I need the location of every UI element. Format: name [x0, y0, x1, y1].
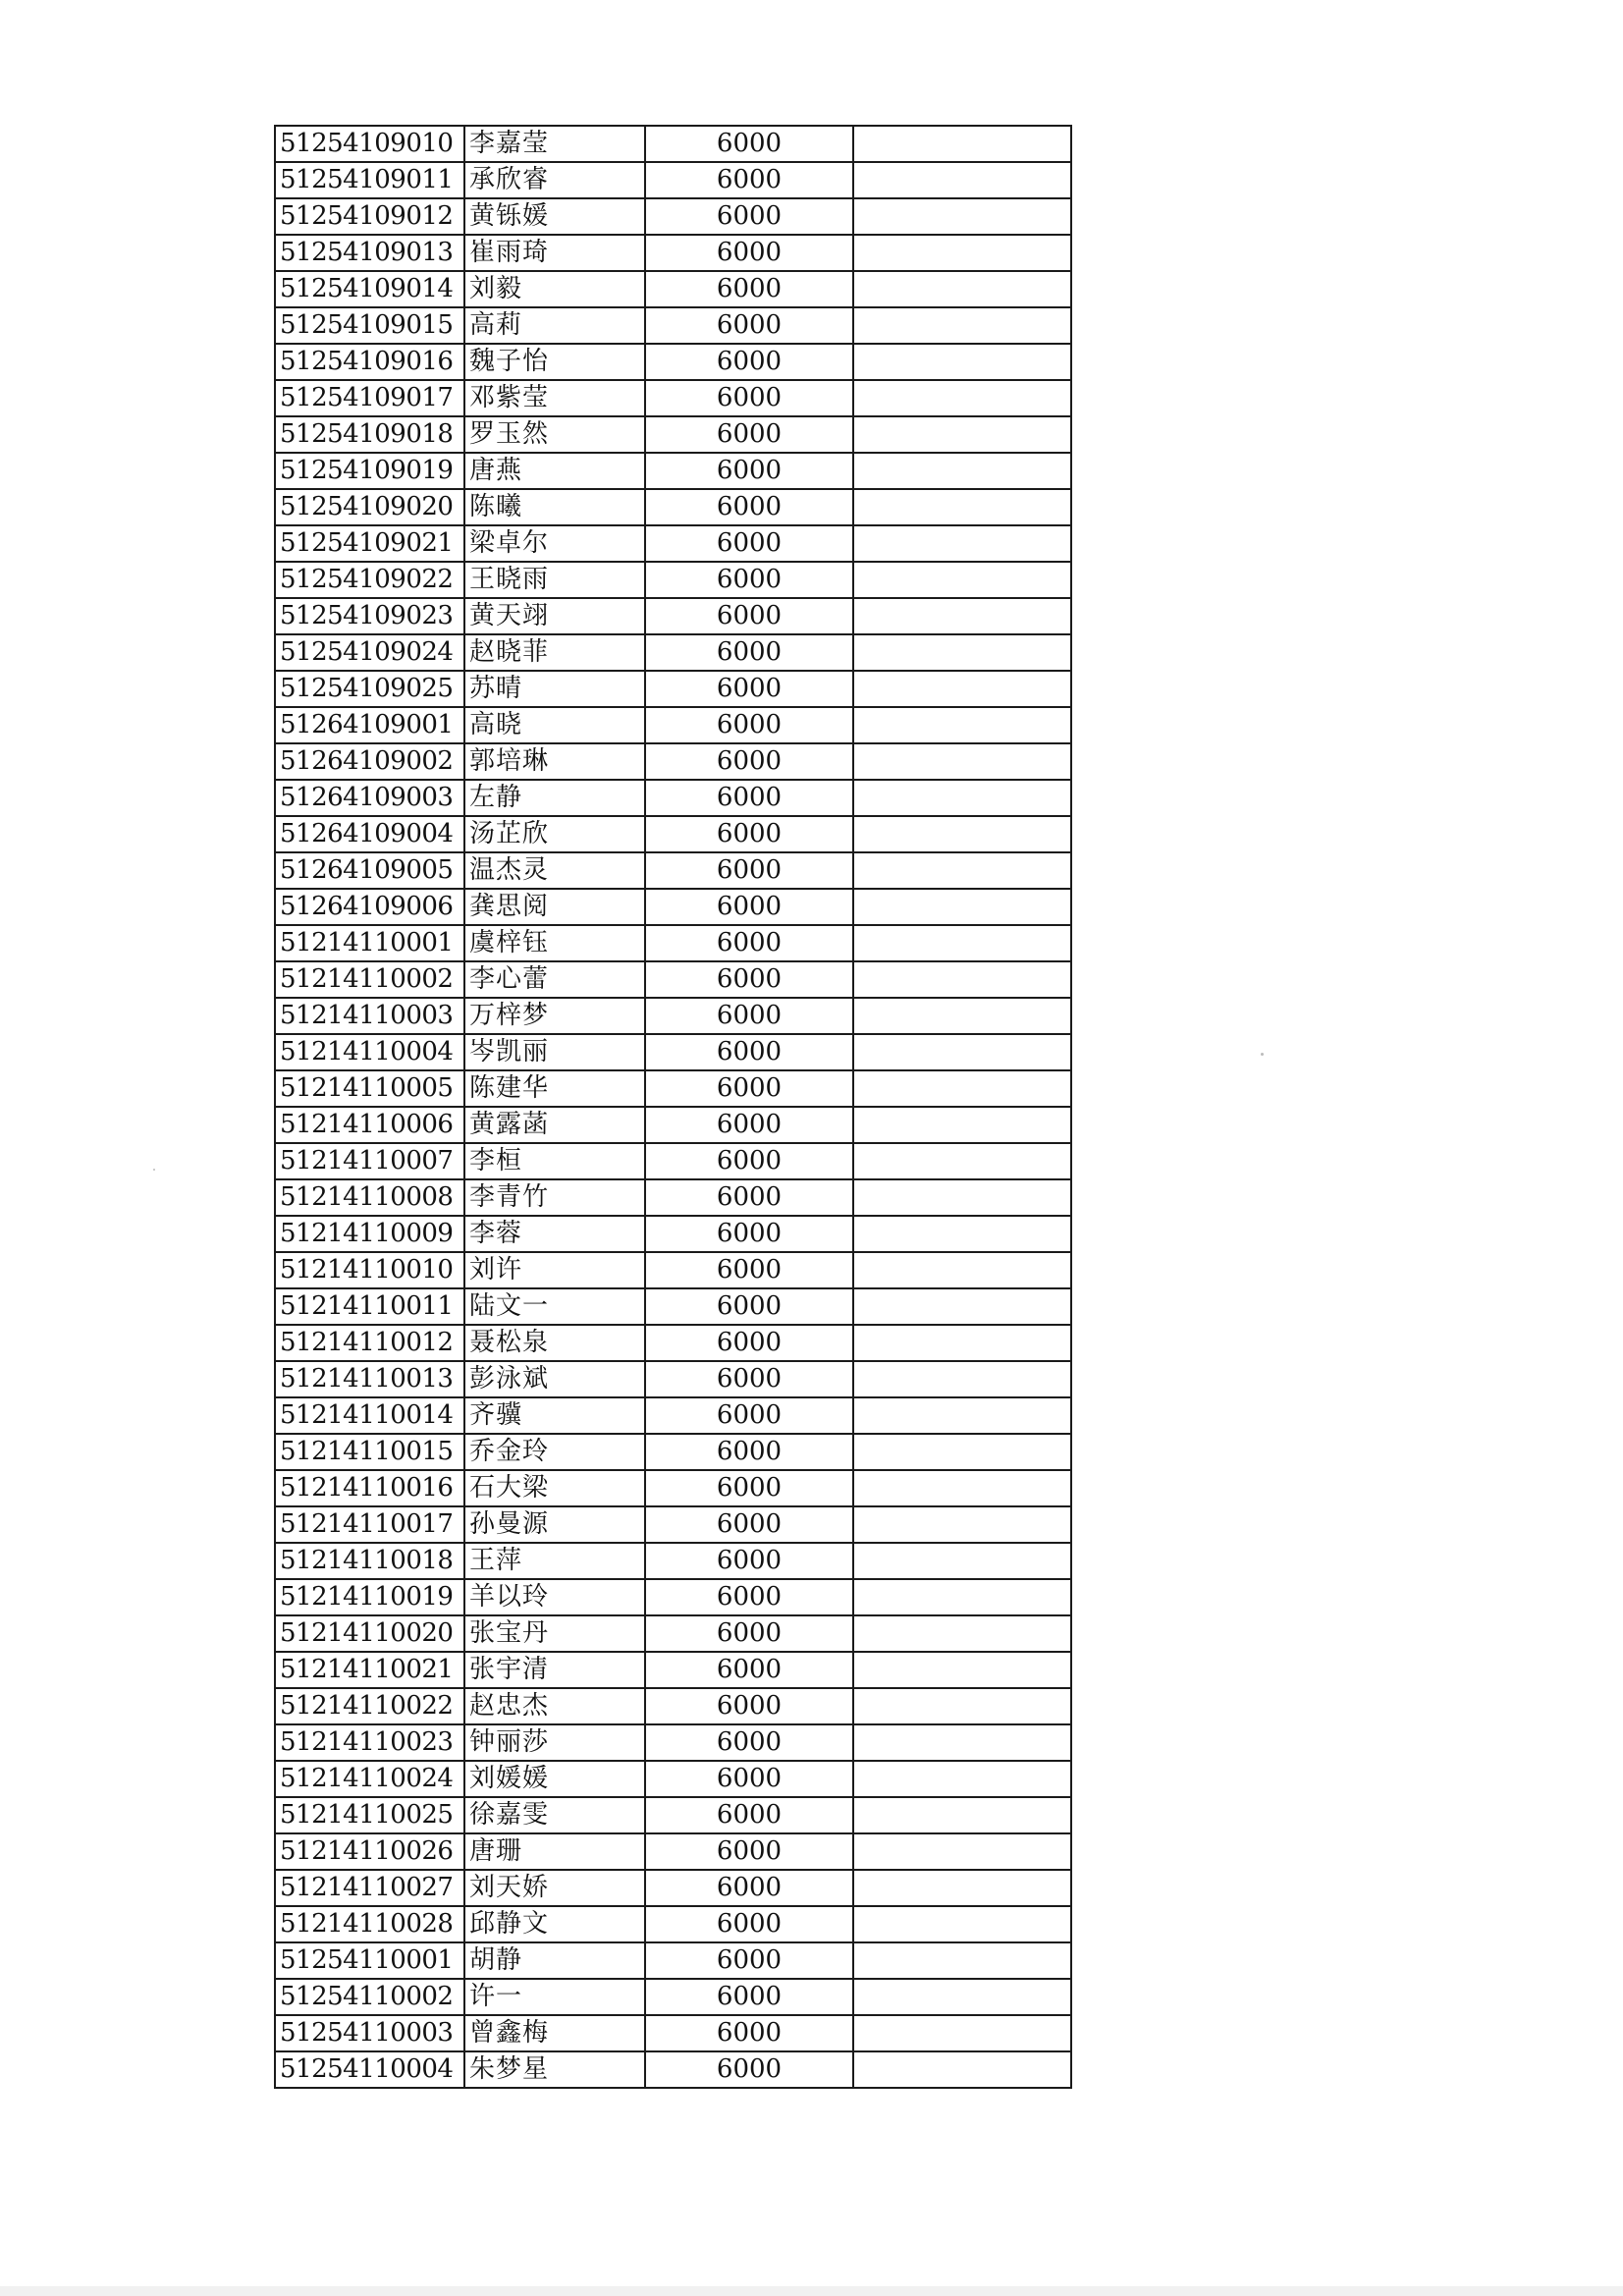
student-id-cell: 51264109006 — [275, 889, 464, 925]
student-name-cell: 龚思阅 — [464, 889, 645, 925]
amount-cell: 6000 — [645, 562, 853, 598]
student-name-cell: 陈建华 — [464, 1070, 645, 1107]
student-name-cell: 左静 — [464, 780, 645, 816]
table-row — [275, 1034, 1071, 1070]
amount-cell: 6000 — [645, 671, 853, 707]
amount-cell: 6000 — [645, 1797, 853, 1833]
amount-cell: 6000 — [645, 816, 853, 852]
student-id-cell: 51214110015 — [275, 1434, 464, 1470]
table-row — [275, 998, 1071, 1034]
note-cell — [853, 1107, 1071, 1143]
table-row — [275, 925, 1071, 961]
roster-table-body — [275, 126, 1071, 2088]
note-cell — [853, 1034, 1071, 1070]
amount-cell: 6000 — [645, 1579, 853, 1615]
amount-cell: 6000 — [645, 1724, 853, 1761]
student-name-cell: 魏子怡 — [464, 344, 645, 380]
table-row — [275, 1833, 1071, 1870]
table-row — [275, 1797, 1071, 1833]
table-row — [275, 1252, 1071, 1288]
note-cell — [853, 998, 1071, 1034]
amount-cell: 6000 — [645, 380, 853, 416]
student-name-cell: 赵忠杰 — [464, 1688, 645, 1724]
note-cell — [853, 598, 1071, 634]
student-name-cell: 罗玉然 — [464, 416, 645, 453]
student-id-cell: 51214110022 — [275, 1688, 464, 1724]
student-name-cell: 承欣睿 — [464, 162, 645, 198]
student-name-cell: 王晓雨 — [464, 562, 645, 598]
student-id-cell: 51214110020 — [275, 1615, 464, 1652]
student-name-cell: 李嘉莹 — [464, 126, 645, 162]
note-cell — [853, 2015, 1071, 2051]
student-id-cell: 51214110002 — [275, 961, 464, 998]
student-name-cell: 虞梓钰 — [464, 925, 645, 961]
table-row — [275, 525, 1071, 562]
table-row — [275, 380, 1071, 416]
student-name-cell: 邱静文 — [464, 1906, 645, 1942]
student-id-cell: 51214110011 — [275, 1288, 464, 1325]
student-id-cell: 51254109023 — [275, 598, 464, 634]
note-cell — [853, 1252, 1071, 1288]
student-id-cell: 51264109003 — [275, 780, 464, 816]
student-id-cell: 51264109001 — [275, 707, 464, 743]
student-id-cell: 51214110007 — [275, 1143, 464, 1179]
table-row — [275, 1906, 1071, 1942]
table-row — [275, 2015, 1071, 2051]
amount-cell: 6000 — [645, 743, 853, 780]
table-row — [275, 307, 1071, 344]
amount-cell: 6000 — [645, 1070, 853, 1107]
table-row — [275, 1652, 1071, 1688]
student-id-cell: 51214110001 — [275, 925, 464, 961]
student-id-cell: 51214110014 — [275, 1397, 464, 1434]
student-name-cell: 孙曼源 — [464, 1506, 645, 1543]
table-row — [275, 1470, 1071, 1506]
note-cell — [853, 743, 1071, 780]
scholarship-roster-table — [274, 125, 1072, 2089]
student-id-cell: 51214110017 — [275, 1506, 464, 1543]
student-id-cell: 51254109017 — [275, 380, 464, 416]
note-cell — [853, 1543, 1071, 1579]
amount-cell: 6000 — [645, 1470, 853, 1506]
table-row — [275, 2051, 1071, 2088]
table-row — [275, 1107, 1071, 1143]
table-row — [275, 1434, 1071, 1470]
student-id-cell: 51254109010 — [275, 126, 464, 162]
note-cell — [853, 1143, 1071, 1179]
table-row — [275, 1688, 1071, 1724]
student-id-cell: 51254109025 — [275, 671, 464, 707]
scan-bottom-edge — [0, 2286, 1623, 2296]
table-row — [275, 1761, 1071, 1797]
note-cell — [853, 1288, 1071, 1325]
student-id-cell: 51254109015 — [275, 307, 464, 344]
amount-cell: 6000 — [645, 489, 853, 525]
note-cell — [853, 271, 1071, 307]
table-row — [275, 235, 1071, 271]
note-cell — [853, 1470, 1071, 1506]
student-id-cell: 51214110024 — [275, 1761, 464, 1797]
student-name-cell: 石大梁 — [464, 1470, 645, 1506]
amount-cell: 6000 — [645, 852, 853, 889]
student-name-cell: 唐珊 — [464, 1833, 645, 1870]
note-cell — [853, 1724, 1071, 1761]
student-name-cell: 岑凯丽 — [464, 1034, 645, 1070]
table-row — [275, 1579, 1071, 1615]
amount-cell: 6000 — [645, 271, 853, 307]
student-id-cell: 51214110019 — [275, 1579, 464, 1615]
note-cell — [853, 1652, 1071, 1688]
student-name-cell: 高晓 — [464, 707, 645, 743]
student-name-cell: 刘许 — [464, 1252, 645, 1288]
student-name-cell: 陈曦 — [464, 489, 645, 525]
note-cell — [853, 852, 1071, 889]
note-cell — [853, 961, 1071, 998]
note-cell — [853, 562, 1071, 598]
student-id-cell: 51214110021 — [275, 1652, 464, 1688]
amount-cell: 6000 — [645, 1325, 853, 1361]
table-row — [275, 707, 1071, 743]
student-name-cell: 胡静 — [464, 1942, 645, 1979]
amount-cell: 6000 — [645, 634, 853, 671]
student-id-cell: 51214110009 — [275, 1216, 464, 1252]
note-cell — [853, 1906, 1071, 1942]
student-name-cell: 彭泳斌 — [464, 1361, 645, 1397]
amount-cell: 6000 — [645, 1652, 853, 1688]
table-row — [275, 780, 1071, 816]
student-id-cell: 51214110028 — [275, 1906, 464, 1942]
student-id-cell: 51264109004 — [275, 816, 464, 852]
student-id-cell: 51254109014 — [275, 271, 464, 307]
table-row — [275, 961, 1071, 998]
table-row — [275, 489, 1071, 525]
student-name-cell: 唐燕 — [464, 453, 645, 489]
student-name-cell: 黄天翊 — [464, 598, 645, 634]
student-name-cell: 邓紫莹 — [464, 380, 645, 416]
table-row — [275, 126, 1071, 162]
amount-cell: 6000 — [645, 780, 853, 816]
student-name-cell: 汤芷欣 — [464, 816, 645, 852]
note-cell — [853, 2051, 1071, 2088]
note-cell — [853, 707, 1071, 743]
note-cell — [853, 780, 1071, 816]
student-id-cell: 51214110004 — [275, 1034, 464, 1070]
note-cell — [853, 925, 1071, 961]
student-name-cell: 张宇清 — [464, 1652, 645, 1688]
student-name-cell: 朱梦星 — [464, 2051, 645, 2088]
student-id-cell: 51254109020 — [275, 489, 464, 525]
amount-cell: 6000 — [645, 198, 853, 235]
amount-cell: 6000 — [645, 998, 853, 1034]
table-row — [275, 1288, 1071, 1325]
student-id-cell: 51254109013 — [275, 235, 464, 271]
student-id-cell: 51254109024 — [275, 634, 464, 671]
student-id-cell: 51254109022 — [275, 562, 464, 598]
note-cell — [853, 525, 1071, 562]
note-cell — [853, 344, 1071, 380]
student-name-cell: 李心蕾 — [464, 961, 645, 998]
note-cell — [853, 1688, 1071, 1724]
scan-speck — [153, 1169, 155, 1171]
table-row — [275, 634, 1071, 671]
note-cell — [853, 1870, 1071, 1906]
scan-speck — [1261, 1053, 1264, 1056]
amount-cell: 6000 — [645, 1688, 853, 1724]
amount-cell: 6000 — [645, 889, 853, 925]
note-cell — [853, 889, 1071, 925]
student-name-cell: 王萍 — [464, 1543, 645, 1579]
note-cell — [853, 235, 1071, 271]
note-cell — [853, 1615, 1071, 1652]
table-row — [275, 162, 1071, 198]
note-cell — [853, 1070, 1071, 1107]
student-name-cell: 李蓉 — [464, 1216, 645, 1252]
table-row — [275, 562, 1071, 598]
student-name-cell: 郭培琳 — [464, 743, 645, 780]
note-cell — [853, 126, 1071, 162]
amount-cell: 6000 — [645, 416, 853, 453]
amount-cell: 6000 — [645, 1179, 853, 1216]
amount-cell: 6000 — [645, 1543, 853, 1579]
amount-cell: 6000 — [645, 162, 853, 198]
note-cell — [853, 1216, 1071, 1252]
student-name-cell: 万梓梦 — [464, 998, 645, 1034]
note-cell — [853, 1797, 1071, 1833]
student-id-cell: 51254109011 — [275, 162, 464, 198]
student-name-cell: 钟丽莎 — [464, 1724, 645, 1761]
table-row — [275, 816, 1071, 852]
student-id-cell: 51254109016 — [275, 344, 464, 380]
table-row — [275, 1070, 1071, 1107]
student-id-cell: 51214110016 — [275, 1470, 464, 1506]
table-row — [275, 1506, 1071, 1543]
student-name-cell: 崔雨琦 — [464, 235, 645, 271]
note-cell — [853, 1361, 1071, 1397]
amount-cell: 6000 — [645, 126, 853, 162]
amount-cell: 6000 — [645, 525, 853, 562]
table-row — [275, 198, 1071, 235]
student-name-cell: 刘媛媛 — [464, 1761, 645, 1797]
table-row — [275, 1361, 1071, 1397]
amount-cell: 6000 — [645, 1034, 853, 1070]
student-id-cell: 51214110012 — [275, 1325, 464, 1361]
table-row — [275, 1724, 1071, 1761]
student-name-cell: 黄露菡 — [464, 1107, 645, 1143]
student-id-cell: 51214110005 — [275, 1070, 464, 1107]
note-cell — [853, 416, 1071, 453]
note-cell — [853, 1942, 1071, 1979]
amount-cell: 6000 — [645, 1107, 853, 1143]
table-row — [275, 889, 1071, 925]
student-name-cell: 羊以玲 — [464, 1579, 645, 1615]
student-name-cell: 张宝丹 — [464, 1615, 645, 1652]
student-name-cell: 李青竹 — [464, 1179, 645, 1216]
amount-cell: 6000 — [645, 307, 853, 344]
amount-cell: 6000 — [645, 961, 853, 998]
table-row — [275, 1870, 1071, 1906]
student-id-cell: 51214110013 — [275, 1361, 464, 1397]
table-row — [275, 1143, 1071, 1179]
student-name-cell: 乔金玲 — [464, 1434, 645, 1470]
student-id-cell: 51254109021 — [275, 525, 464, 562]
table-row — [275, 416, 1071, 453]
table-row — [275, 852, 1071, 889]
table-row — [275, 1942, 1071, 1979]
student-name-cell: 徐嘉雯 — [464, 1797, 645, 1833]
student-id-cell: 51254110003 — [275, 2015, 464, 2051]
amount-cell: 6000 — [645, 1216, 853, 1252]
student-id-cell: 51214110025 — [275, 1797, 464, 1833]
student-name-cell: 聂松泉 — [464, 1325, 645, 1361]
student-name-cell: 梁卓尔 — [464, 525, 645, 562]
student-id-cell: 51254109012 — [275, 198, 464, 235]
student-id-cell: 51214110010 — [275, 1252, 464, 1288]
table-row — [275, 598, 1071, 634]
amount-cell: 6000 — [645, 1833, 853, 1870]
table-row — [275, 1397, 1071, 1434]
student-name-cell: 许一 — [464, 1979, 645, 2015]
student-id-cell: 51214110026 — [275, 1833, 464, 1870]
note-cell — [853, 453, 1071, 489]
amount-cell: 6000 — [645, 1906, 853, 1942]
student-name-cell: 苏晴 — [464, 671, 645, 707]
student-name-cell: 刘毅 — [464, 271, 645, 307]
student-name-cell: 赵晓菲 — [464, 634, 645, 671]
table-row — [275, 271, 1071, 307]
table-row — [275, 453, 1071, 489]
student-id-cell: 51254110002 — [275, 1979, 464, 2015]
student-id-cell: 51254110001 — [275, 1942, 464, 1979]
table-row — [275, 1543, 1071, 1579]
student-name-cell: 刘天娇 — [464, 1870, 645, 1906]
note-cell — [853, 1506, 1071, 1543]
note-cell — [853, 1579, 1071, 1615]
note-cell — [853, 634, 1071, 671]
amount-cell: 6000 — [645, 1761, 853, 1797]
note-cell — [853, 671, 1071, 707]
note-cell — [853, 1979, 1071, 2015]
amount-cell: 6000 — [645, 1979, 853, 2015]
student-id-cell: 51214110003 — [275, 998, 464, 1034]
student-id-cell: 51254110004 — [275, 2051, 464, 2088]
amount-cell: 6000 — [645, 1252, 853, 1288]
table-row — [275, 1615, 1071, 1652]
student-name-cell: 陆文一 — [464, 1288, 645, 1325]
note-cell — [853, 1761, 1071, 1797]
note-cell — [853, 198, 1071, 235]
amount-cell: 6000 — [645, 707, 853, 743]
student-id-cell: 51214110008 — [275, 1179, 464, 1216]
table-row — [275, 1216, 1071, 1252]
note-cell — [853, 489, 1071, 525]
amount-cell: 6000 — [645, 1942, 853, 1979]
student-name-cell: 曾鑫梅 — [464, 2015, 645, 2051]
student-id-cell: 51254109018 — [275, 416, 464, 453]
note-cell — [853, 816, 1071, 852]
student-name-cell: 齐骥 — [464, 1397, 645, 1434]
amount-cell: 6000 — [645, 344, 853, 380]
student-name-cell: 黄铄媛 — [464, 198, 645, 235]
table-row — [275, 1325, 1071, 1361]
amount-cell: 6000 — [645, 2015, 853, 2051]
note-cell — [853, 162, 1071, 198]
note-cell — [853, 1833, 1071, 1870]
student-name-cell: 李桓 — [464, 1143, 645, 1179]
student-id-cell: 51214110023 — [275, 1724, 464, 1761]
student-name-cell: 高莉 — [464, 307, 645, 344]
student-id-cell: 51264109002 — [275, 743, 464, 780]
table-row — [275, 1179, 1071, 1216]
note-cell — [853, 1325, 1071, 1361]
note-cell — [853, 380, 1071, 416]
amount-cell: 6000 — [645, 1506, 853, 1543]
amount-cell: 6000 — [645, 235, 853, 271]
amount-cell: 6000 — [645, 925, 853, 961]
note-cell — [853, 1397, 1071, 1434]
note-cell — [853, 1434, 1071, 1470]
student-name-cell: 温杰灵 — [464, 852, 645, 889]
amount-cell: 6000 — [645, 1143, 853, 1179]
amount-cell: 6000 — [645, 1397, 853, 1434]
amount-cell: 6000 — [645, 1870, 853, 1906]
note-cell — [853, 307, 1071, 344]
table-row — [275, 671, 1071, 707]
table-row — [275, 743, 1071, 780]
student-id-cell: 51254109019 — [275, 453, 464, 489]
amount-cell: 6000 — [645, 1434, 853, 1470]
note-cell — [853, 1179, 1071, 1216]
amount-cell: 6000 — [645, 598, 853, 634]
amount-cell: 6000 — [645, 1615, 853, 1652]
table-row — [275, 344, 1071, 380]
student-id-cell: 51214110027 — [275, 1870, 464, 1906]
amount-cell: 6000 — [645, 1288, 853, 1325]
amount-cell: 6000 — [645, 1361, 853, 1397]
student-id-cell: 51214110018 — [275, 1543, 464, 1579]
student-id-cell: 51264109005 — [275, 852, 464, 889]
student-id-cell: 51214110006 — [275, 1107, 464, 1143]
amount-cell: 6000 — [645, 2051, 853, 2088]
table-row — [275, 1979, 1071, 2015]
amount-cell: 6000 — [645, 453, 853, 489]
